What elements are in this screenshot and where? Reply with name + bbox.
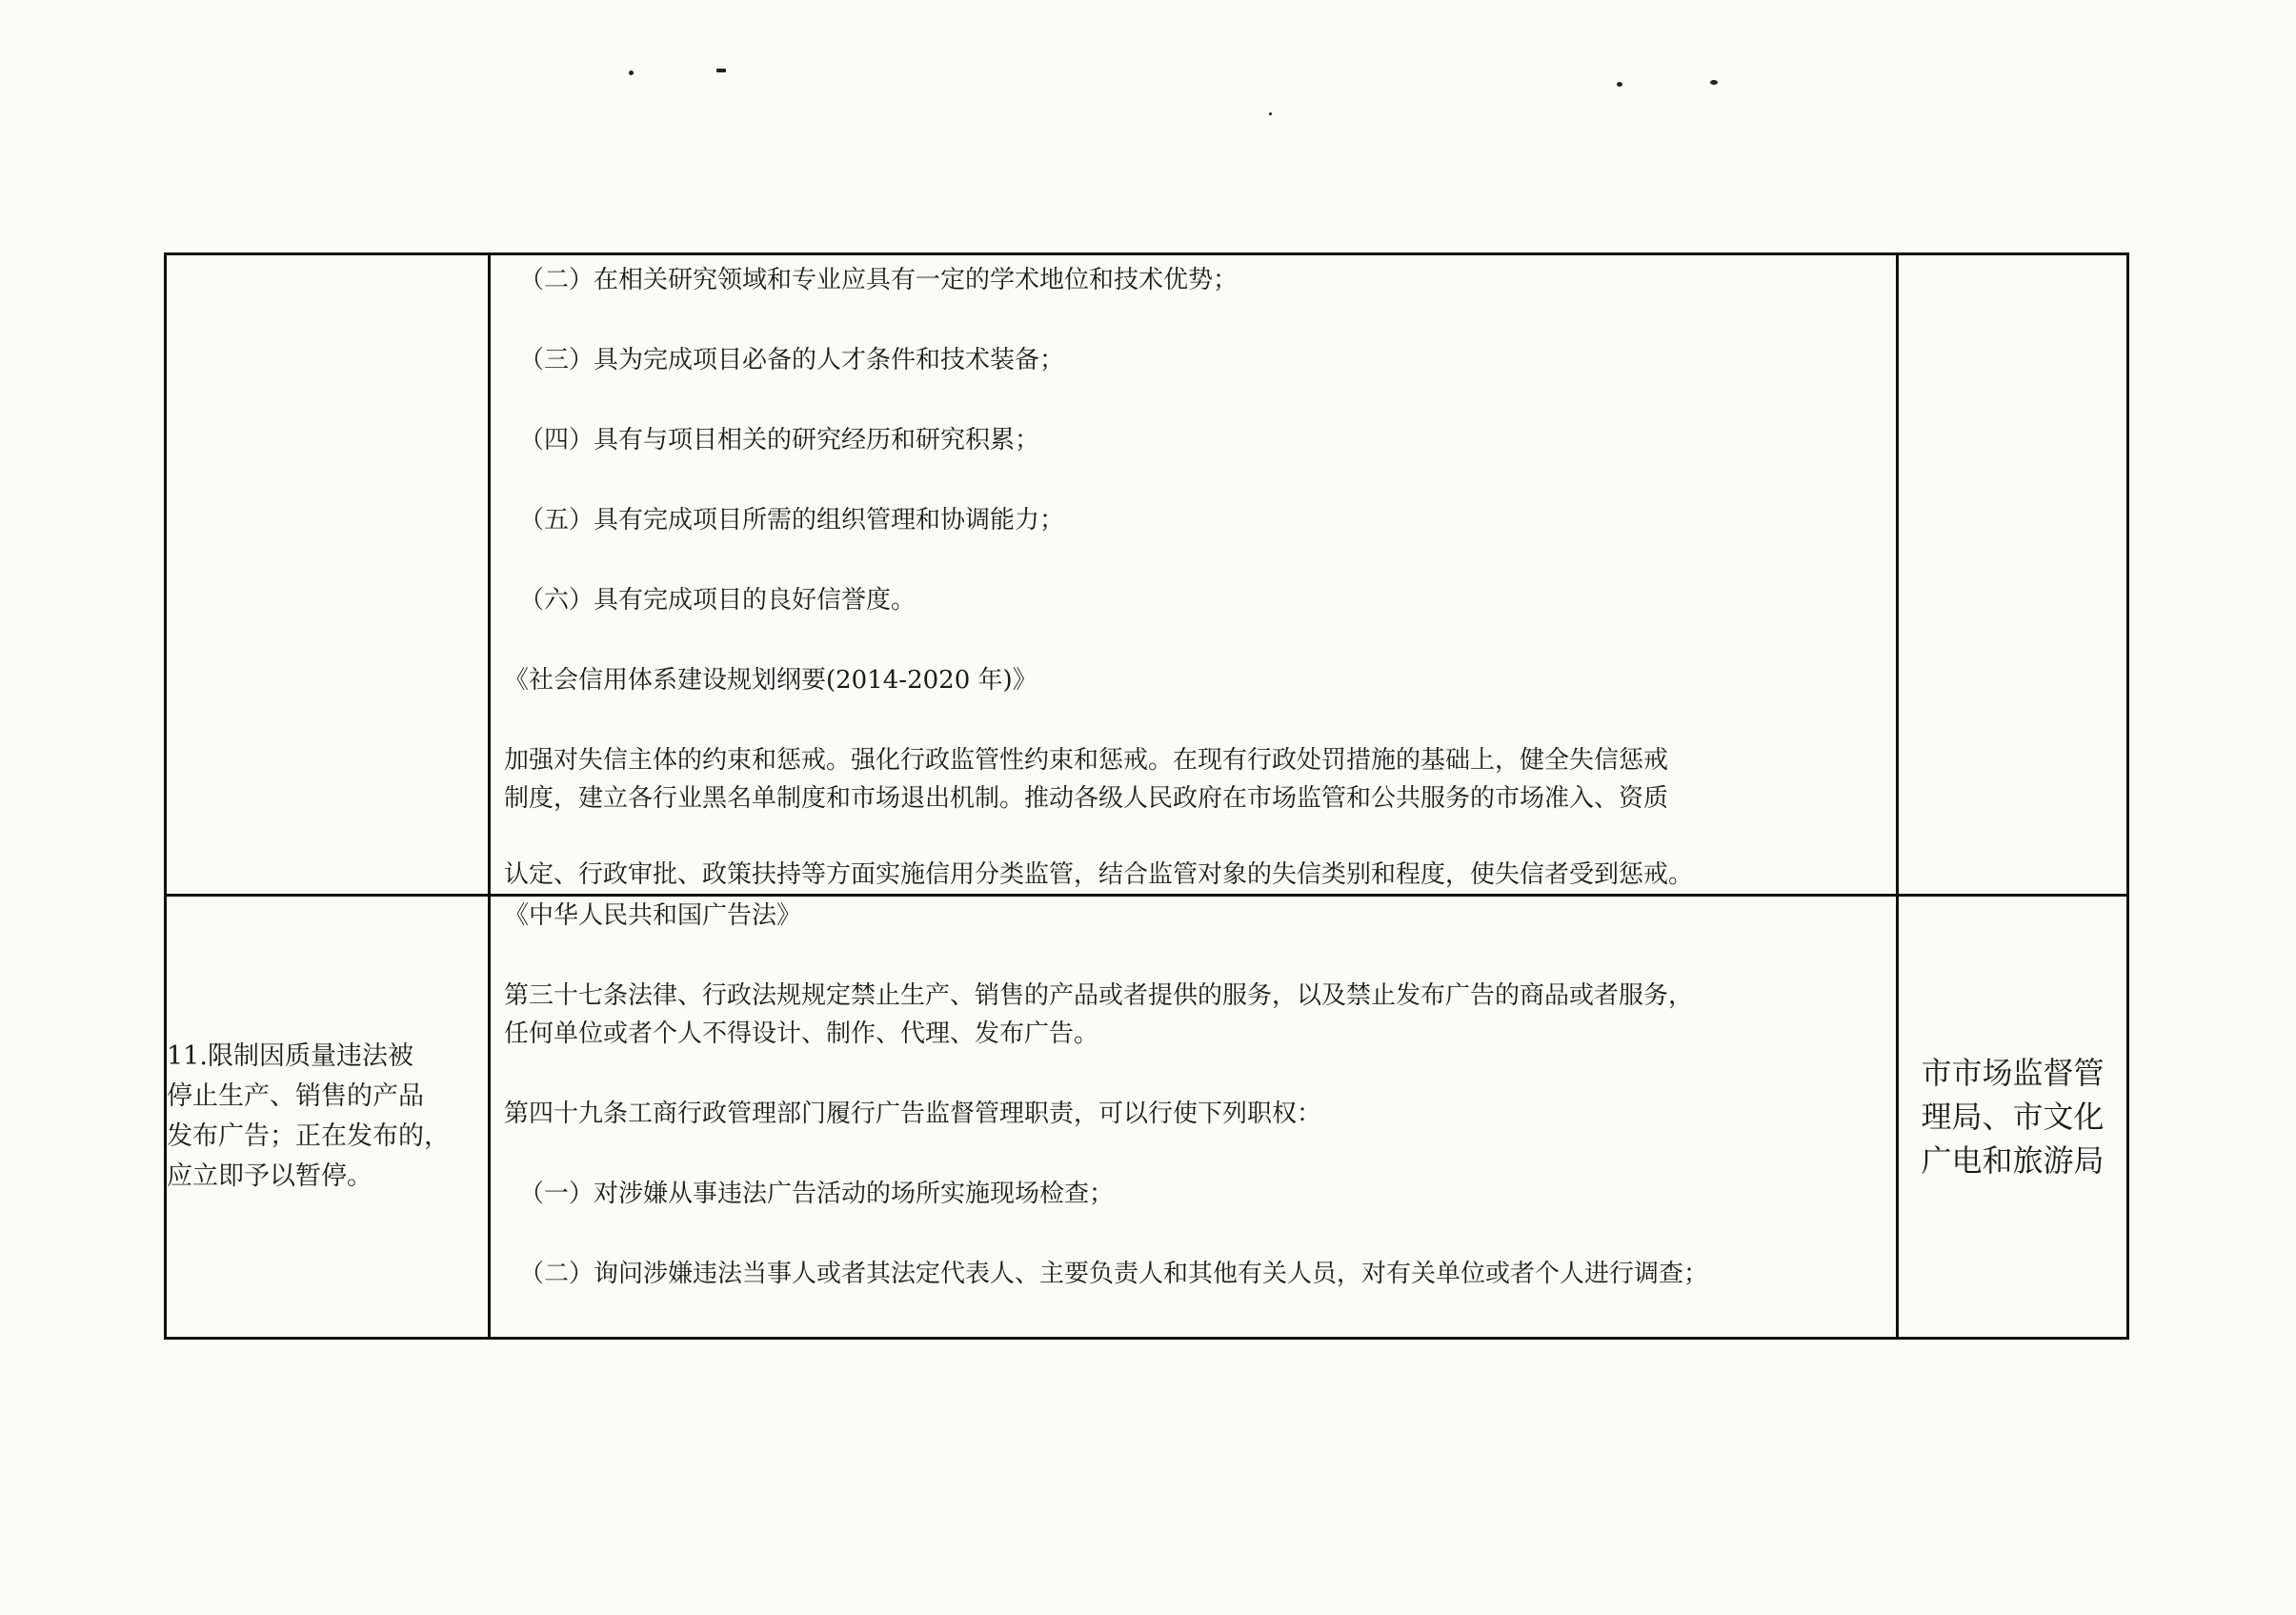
scan-speck bbox=[1617, 82, 1622, 87]
basis-line: 《社会信用体系建设规划纲要(2014-2020 年)》 bbox=[504, 666, 1037, 695]
reason-cell-empty bbox=[166, 254, 490, 896]
reason-line: 应立即予以暂停。 bbox=[167, 1161, 373, 1191]
reason-line: 11.限制因质量违法被 bbox=[167, 1041, 413, 1071]
scan-speck bbox=[1269, 112, 1272, 115]
basis-line: 制度，建立各行业黑名单制度和市场退出机制。推动各级人民政府在市场监管和公共服务的市场准入、资质 bbox=[504, 784, 1669, 813]
reason-cell bbox=[166, 896, 490, 1339]
basis-line: （六）具有完成项目的良好信誉度。 bbox=[519, 586, 916, 615]
dept-line: 广电和旅游局 bbox=[1921, 1142, 2105, 1179]
law-line: 任何单位或者个人不得设计、制作、代理、发布广告。 bbox=[504, 1019, 1099, 1048]
dept-cell bbox=[1898, 896, 2128, 1339]
reason-line: 发布广告；正在发布的， bbox=[167, 1121, 450, 1151]
law-line: 第三十七条法律、行政法规规定禁止生产、销售的产品或者提供的服务，以及禁止发布广告的商品或者服务， bbox=[504, 981, 1694, 1010]
dept-line: 市市场监督管 bbox=[1921, 1055, 2105, 1091]
regulation-table bbox=[164, 252, 2129, 1340]
basis-line: （四）具有与项目相关的研究经历和研究积累； bbox=[519, 426, 1040, 454]
basis-cell bbox=[490, 254, 1898, 896]
table-row bbox=[166, 254, 2128, 896]
basis-line: （二）在相关研究领域和专业应具有一定的学术地位和技术优势； bbox=[519, 266, 1239, 294]
scan-speck bbox=[629, 71, 634, 75]
scan-speck bbox=[716, 69, 726, 72]
law-line: 《中华人民共和国广告法》 bbox=[504, 901, 802, 930]
dept-cell-empty bbox=[1898, 254, 2128, 896]
table-row bbox=[166, 896, 2128, 1339]
basis-cell bbox=[490, 896, 1898, 1339]
dept-line: 理局、市文化 bbox=[1921, 1099, 2105, 1135]
basis-line: 加强对失信主体的约束和惩戒。强化行政监管性约束和惩戒。在现有行政处罚措施的基础上，健全失信惩戒 bbox=[504, 746, 1669, 775]
scan-speck bbox=[1710, 80, 1718, 85]
basis-line: （三）具为完成项目必备的人才条件和技术装备； bbox=[519, 346, 1065, 374]
law-line: 第四十九条工商行政管理部门履行广告监督管理职责，可以行使下列职权： bbox=[504, 1100, 1322, 1128]
basis-line: 认定、行政审批、政策扶持等方面实施信用分类监管，结合监管对象的失信类别和程度，使失信者受到惩戒。 bbox=[504, 860, 1694, 889]
reason-line: 停止生产、销售的产品 bbox=[167, 1081, 424, 1111]
law-line: （一）对涉嫌从事违法广告活动的场所实施现场检查； bbox=[519, 1180, 1115, 1208]
law-line: （二）询问涉嫌违法当事人或者其法定代表人、主要负责人和其他有关人员，对有关单位或者个人进行调查； bbox=[519, 1260, 1709, 1288]
basis-line: （五）具有完成项目所需的组织管理和协调能力； bbox=[519, 506, 1065, 535]
